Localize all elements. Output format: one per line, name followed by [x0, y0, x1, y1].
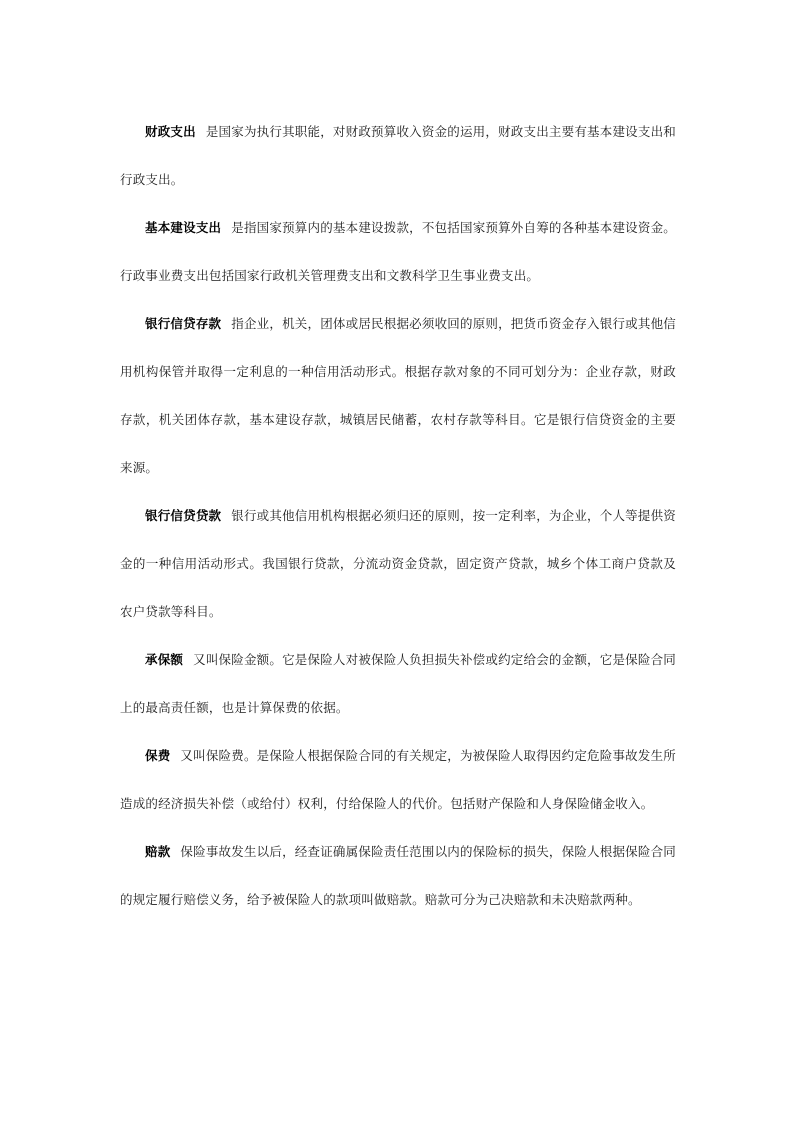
term-heading: 保费 [145, 748, 171, 763]
glossary-entry-sum-insured [120, 636, 676, 732]
term-heading: 银行信贷贷款 [145, 508, 222, 523]
term-definition: 银行或其他信用机构根据必须归还的原则，按一定利率，为企业，个人等提供资金的一种信用活动形式。我国银行贷款，分流动资金贷款，固定资产贷款，城乡个体工商户贷款及农户贷款等科目。 [120, 508, 676, 619]
glossary-entry-capital-construction [120, 204, 676, 300]
term-definition: 指企业，机关，团体或居民根据必须收回的原则，把货币资金存入银行或其他信用机构保管并取得一定利息的一种信用活动形式。根据存款对象的不同可划分为：企业存款，财政存款，机关团体存款，基本建设存款，城镇居民储蓄，农村存款等科目。它是银行信贷资金的主要来源。 [120, 316, 676, 475]
glossary-entry-bank-deposits [120, 300, 676, 492]
term-definition: 保险事故发生以后，经查证确属保险责任范围以内的保险标的损失，保险人根据保险合同的规定履行赔偿义务，给予被保险人的款项叫做赔款。赔款可分为己决赔款和未决赔款两种。 [120, 844, 676, 907]
term-definition: 又叫保险金额。它是保险人对被保险人负担损失补偿或约定给会的金额，它是保险合同上的最高责任额，也是计算保费的依据。 [120, 652, 676, 715]
document-body [120, 108, 676, 924]
term-heading: 承保额 [145, 652, 184, 667]
term-definition: 是指国家预算内的基本建设拨款，不包括国家预算外自筹的各种基本建设资金。行政事业费支出包括国家行政机关管理费支出和文教科学卫生事业费支出。 [120, 220, 676, 283]
term-heading: 赔款 [145, 844, 171, 859]
term-heading: 财政支出 [145, 124, 196, 139]
glossary-entry-claims [120, 828, 676, 924]
glossary-entry-fiscal-expenditure [120, 108, 676, 204]
term-definition: 是国家为执行其职能，对财政预算收入资金的运用，财政支出主要有基本建设支出和行政支出。 [120, 124, 676, 187]
term-heading: 基本建设支出 [145, 220, 222, 235]
glossary-entry-premium [120, 732, 676, 828]
term-heading: 银行信贷存款 [145, 316, 222, 331]
glossary-entry-bank-loans [120, 492, 676, 636]
term-definition: 又叫保险费。是保险人根据保险合同的有关规定，为被保险人取得因约定危险事故发生所造成的经济损失补偿（或给付）权利，付给保险人的代价。包括财产保险和人身保险储金收入。 [120, 748, 676, 811]
